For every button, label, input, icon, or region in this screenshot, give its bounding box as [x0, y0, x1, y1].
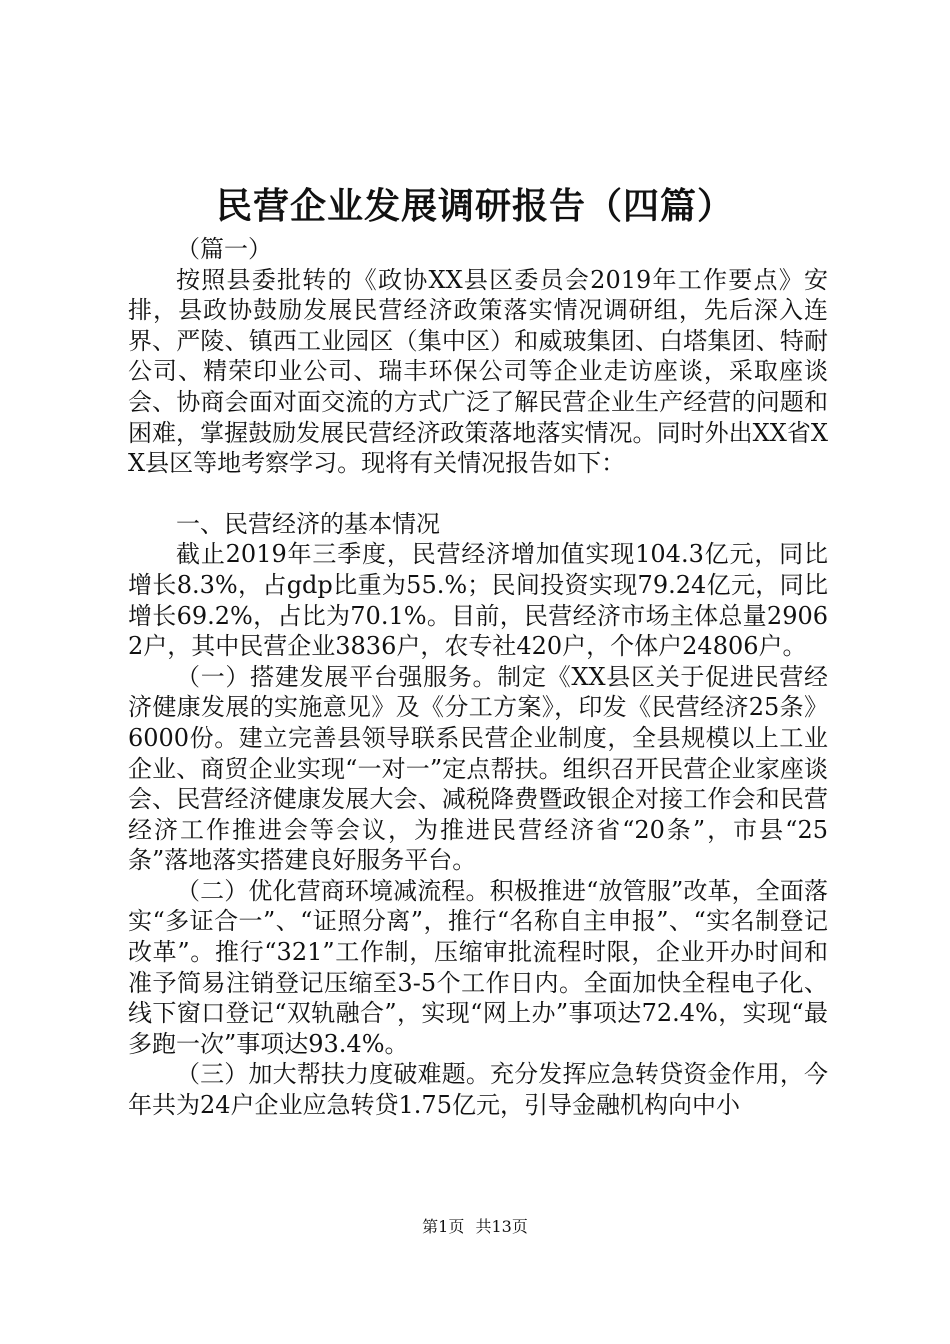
paragraph-platform: （一）搭建发展平台强服务。制定《XX县区关于促进民营经济健康发展的实施意见》及《分工方案》，印发《民营经济25条》6000份。建立完善县领导联系民营企业制度，全县规模以上工业企业、商贸企业实现“一对一”定点帮扶。组织召开民营企业家座谈会、民营经济健康发展大会、减税降费暨政银企对接工作会和民营经济工作推进会等会议，为推进民营经济省“20条”，市县“25条”落地落实搭建良好服务平台。 [128, 662, 828, 875]
section-heading: 一、民营经济的基本情况 [176, 509, 440, 538]
section-label: （篇一） [176, 235, 272, 263]
document-title: 民营企业发展调研报告（四篇） [215, 186, 734, 227]
page-total: 共13页 [475, 1217, 528, 1236]
paragraph-intro: 按照县委批转的《政协XX县区委员会2019年工作要点》安排，县政协鼓励发展民营经济政策落实情况调研组，先后深入连界、严陵、镇西工业园区（集中区）和威玻集团、白塔集团、特耐公司、精荣印业公司、瑞丰环保公司等企业走访座谈，采取座谈会、协商会面对面交流的方式广泛了解民营企业生产经营的问题和困难，掌握鼓励发展民营经济政策落地落实情况。同时外出XX省XX县区等地考察学习。现将有关情况报告如下： [128, 265, 828, 478]
paragraph-environment: （二）优化营商环境减流程。积极推进“放管服”改革，全面落实“多证合一”、“证照分离”，推行“名称自主申报”、“实名制登记改革”。推行“321”工作制，压缩审批流程时限，企业开办时间和准予简易注销登记压缩至3-5个工作日内。全面加快全程电子化、线下窗口登记“双轨融合”，实现“网上办”事项达72.4%，实现“最多跑一次”事项达93.4%。 [128, 876, 828, 1058]
paragraph-support: （三）加大帮扶力度破难题。充分发挥应急转贷资金作用，今年共为24户企业应急转贷1.75亿元，引导金融机构向中小 [128, 1060, 828, 1120]
paragraph-basic-situation: 截止2019年三季度，民营经济增加值实现104.3亿元，同比增长8.3%，占gdp比重为55.%；民间投资实现79.24亿元，同比增长69.2%，占比为70.1%。目前，民营经济市场主体总量29062户，其中民营企业3836户，农专社420户，个体户24806户。 [128, 540, 828, 661]
page-footer [0, 1216, 950, 1238]
document-body [128, 234, 828, 1121]
page-number: 第1页 [422, 1217, 465, 1236]
